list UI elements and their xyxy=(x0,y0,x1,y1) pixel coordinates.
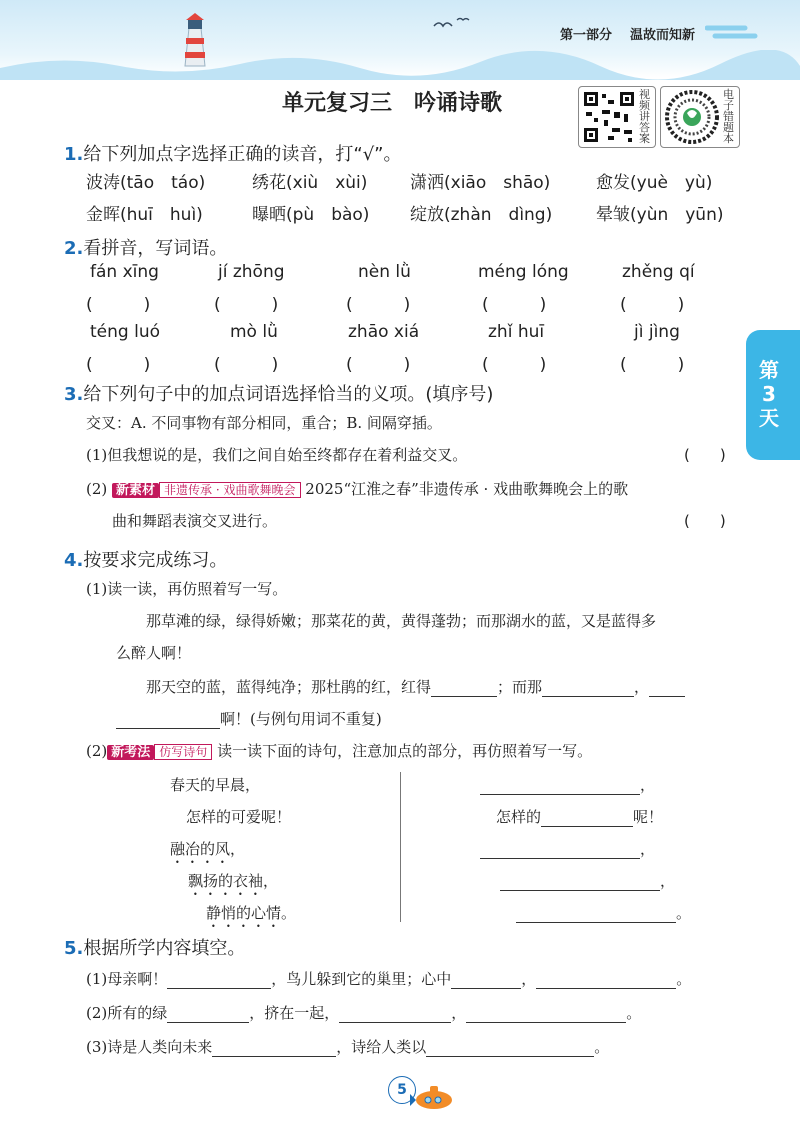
punct: ， xyxy=(660,872,676,890)
poem-line: 怎样的可爱呢！ xyxy=(186,808,292,826)
submarine-icon xyxy=(410,1082,456,1112)
qr-video[interactable] xyxy=(578,86,656,148)
q1-number: 1. xyxy=(64,144,84,165)
q4-number: 4. xyxy=(64,550,84,571)
q2-pinyin: fán xīng xyxy=(90,262,159,282)
tag-new-method: 新考法 xyxy=(107,745,154,760)
q5-line1 xyxy=(86,968,691,989)
blank-line[interactable] xyxy=(212,1040,336,1057)
poem-line: 静悄的心情。 xyxy=(206,904,297,922)
q1-option[interactable]: 潇洒(xiāo shāo) xyxy=(410,173,551,193)
blank-line[interactable] xyxy=(466,1006,626,1023)
q3-item2-text: 2025“江淮之春”非遗传承 · 戏曲歌舞晚会上的歌 xyxy=(305,480,629,498)
wave-decoration xyxy=(0,50,800,80)
q2-answer-paren[interactable]: ( ) xyxy=(482,355,547,375)
q2-answer-paren[interactable]: ( ) xyxy=(482,295,547,315)
q3-number: 3. xyxy=(64,384,84,405)
blank-line[interactable] xyxy=(431,680,497,697)
blank-line[interactable] xyxy=(480,778,640,795)
blank-line[interactable] xyxy=(167,1006,249,1023)
seagull-icon xyxy=(430,14,470,34)
q3-item2-prefix: (2) xyxy=(86,480,108,498)
q5-text: (3)诗是人类向未来 xyxy=(86,1038,213,1056)
q1-option[interactable]: 金晖(huī huì) xyxy=(86,205,203,225)
blank-line[interactable] xyxy=(167,972,271,989)
q5-text: 。 xyxy=(676,970,692,988)
page-number: 5 xyxy=(388,1076,416,1104)
q2-answer-paren[interactable]: ( ) xyxy=(86,355,151,375)
q1-option[interactable]: 绽放(zhàn dìng) xyxy=(410,205,553,225)
q2-pinyin: jí zhōng xyxy=(218,262,285,282)
poem-fill-text: 怎样的 xyxy=(496,808,542,826)
q1-option[interactable]: 愈发(yuè yù) xyxy=(596,173,713,193)
q2-answer-paren[interactable]: ( ) xyxy=(620,355,685,375)
poem-line: 春天的早晨， xyxy=(170,776,261,794)
q5-prompt xyxy=(64,934,245,960)
circular-code-icon xyxy=(663,89,721,145)
punct: ， xyxy=(640,840,656,858)
q3-item1-answer[interactable]: ( ) xyxy=(684,446,726,464)
header-part-sub: 温故而知新 xyxy=(630,28,696,43)
tag-new-material: 新素材 xyxy=(112,483,159,498)
q1-text: 给下列加点字选择正确的读音，打“√”。 xyxy=(83,144,402,165)
q4-fill-line1 xyxy=(146,676,685,697)
q5-text: (2)所有的绿 xyxy=(86,1004,168,1022)
q5-number: 5. xyxy=(64,938,84,959)
q4-fill-text: ；而那 xyxy=(497,678,543,696)
blank-line[interactable] xyxy=(426,1040,594,1057)
q2-answer-paren[interactable]: ( ) xyxy=(346,355,411,375)
q2-answer-paren[interactable]: ( ) xyxy=(214,295,279,315)
q5-text: ，挤在一起， xyxy=(249,1004,340,1022)
q5-line3 xyxy=(86,1036,609,1057)
q4-sub2-text: 读一读下面的诗句，注意加点的部分，再仿照着写一写。 xyxy=(217,742,593,760)
side-tab-label: 第3天 xyxy=(759,358,779,430)
q2-pinyin: téng luó xyxy=(90,322,160,342)
q2-pinyin: nèn lǜ xyxy=(358,262,411,282)
q3-item1: (1)但我想说的是，我们之间自始至终都存在着利益交叉。 xyxy=(86,446,468,464)
q4-fill-text: 啊！(与例句用词不重复) xyxy=(220,710,382,728)
blank-line[interactable] xyxy=(536,972,676,989)
q2-pinyin: zhěng qí xyxy=(622,262,695,282)
blank-line[interactable] xyxy=(339,1006,451,1023)
q2-prompt xyxy=(64,234,227,260)
qr-book-label: 电子错题本 xyxy=(723,88,734,145)
lighthouse-icon xyxy=(175,12,215,68)
q1-prompt xyxy=(64,140,402,166)
q2-pinyin: zhāo xiá xyxy=(348,322,420,342)
q2-pinyin: méng lóng xyxy=(478,262,569,282)
q4-fill-text: ， xyxy=(634,678,650,696)
q3-item2-answer[interactable]: ( ) xyxy=(684,512,726,530)
q2-text: 看拼音，写词语。 xyxy=(83,238,228,259)
poem-fill-line xyxy=(500,870,675,891)
q2-answer-paren[interactable]: ( ) xyxy=(86,295,151,315)
q5-text: 。 xyxy=(626,1004,642,1022)
poem-line: 飘扬的衣袖， xyxy=(188,872,279,890)
tag-topic: 仿写诗句 xyxy=(154,744,212,760)
q4-example-line1: 那草滩的绿，绿得娇嫩；那菜花的黄，黄得蓬勃；而那湖水的蓝，又是蓝得多 xyxy=(146,612,657,630)
q4-fill-line2 xyxy=(116,708,382,729)
blank-line[interactable] xyxy=(500,874,660,891)
q2-grid xyxy=(0,262,800,375)
q5-text: (1)母亲啊！ xyxy=(86,970,168,988)
q3-prompt xyxy=(64,380,493,406)
q4-sub2-prefix: (2) xyxy=(86,742,108,760)
blank-line[interactable] xyxy=(649,680,685,697)
q5-line2 xyxy=(86,1002,641,1023)
q5-text: ，鸟儿躲到它的巢里；心中 xyxy=(271,970,452,988)
tag-topic: 非遗传承 · 戏曲歌舞晚会 xyxy=(159,482,300,498)
blank-line[interactable] xyxy=(516,906,676,923)
header-part-label: 第一部分 xyxy=(560,28,613,43)
q5-text: ， xyxy=(521,970,537,988)
page-title: 单元复习三 吟诵诗歌 xyxy=(282,90,503,116)
header-swoosh-icon xyxy=(705,20,765,44)
q2-answer-paren[interactable]: ( ) xyxy=(346,295,411,315)
blank-line[interactable] xyxy=(542,680,634,697)
q2-answer-paren[interactable]: ( ) xyxy=(620,295,685,315)
poem-fill-line xyxy=(480,774,655,795)
q1-option[interactable]: 晕皱(yùn yūn) xyxy=(596,205,724,225)
blank-line[interactable] xyxy=(451,972,521,989)
q5-text: ，诗给人类以 xyxy=(336,1038,427,1056)
poem-fill-line xyxy=(480,838,655,859)
qr-book[interactable] xyxy=(660,86,740,148)
q4-example-line2: 么醉人啊！ xyxy=(116,644,192,662)
q4-sub1: (1)读一读，再仿照着写一写。 xyxy=(86,580,288,598)
q3-item2-cont: 曲和舞蹈表演交叉进行。 xyxy=(112,512,278,530)
q4-fill-text: 那天空的蓝，蓝得纯净；那杜鹃的红，红得 xyxy=(146,678,432,696)
poem-fill-text: 呢！ xyxy=(633,808,664,826)
blank-line[interactable] xyxy=(541,810,633,827)
punct: 。 xyxy=(676,904,692,922)
q3-item2 xyxy=(86,478,628,499)
q2-pinyin: jì jìng xyxy=(634,322,680,342)
q3-text: 给下列句子中的加点词语选择恰当的义项。(填序号) xyxy=(83,384,494,405)
q1-options xyxy=(0,168,800,228)
q1-option[interactable]: 波涛(tāo táo) xyxy=(86,173,206,193)
q4-sub2 xyxy=(86,740,592,761)
q4-prompt xyxy=(64,546,227,572)
blank-line[interactable] xyxy=(116,712,220,729)
q2-answer-paren[interactable]: ( ) xyxy=(214,355,279,375)
q2-number: 2. xyxy=(64,238,84,259)
q5-text: 根据所学内容填空。 xyxy=(83,938,246,959)
punct: ， xyxy=(640,776,656,794)
q4-text: 按要求完成练习。 xyxy=(83,550,228,571)
q5-text: ， xyxy=(451,1004,467,1022)
q2-pinyin: zhǐ huī xyxy=(488,322,545,342)
q1-option[interactable]: 曝晒(pù bào) xyxy=(252,205,370,225)
q1-option[interactable]: 绣花(xiù xùi) xyxy=(252,173,368,193)
poem-line: 融冶的风， xyxy=(170,840,246,858)
q5-text: 。 xyxy=(594,1038,610,1056)
poem-fill-line xyxy=(516,902,691,923)
qr-code-icon xyxy=(582,90,636,144)
qr-video-label: 视频讲答案 xyxy=(639,88,650,145)
poem-fill-line xyxy=(496,806,663,827)
blank-line[interactable] xyxy=(480,842,640,859)
q3-definition: 交叉：A. 不同事物有部分相同，重合；B. 间隔穿插。 xyxy=(86,414,442,432)
column-divider xyxy=(400,772,401,922)
q2-pinyin: mò lǜ xyxy=(230,322,278,342)
